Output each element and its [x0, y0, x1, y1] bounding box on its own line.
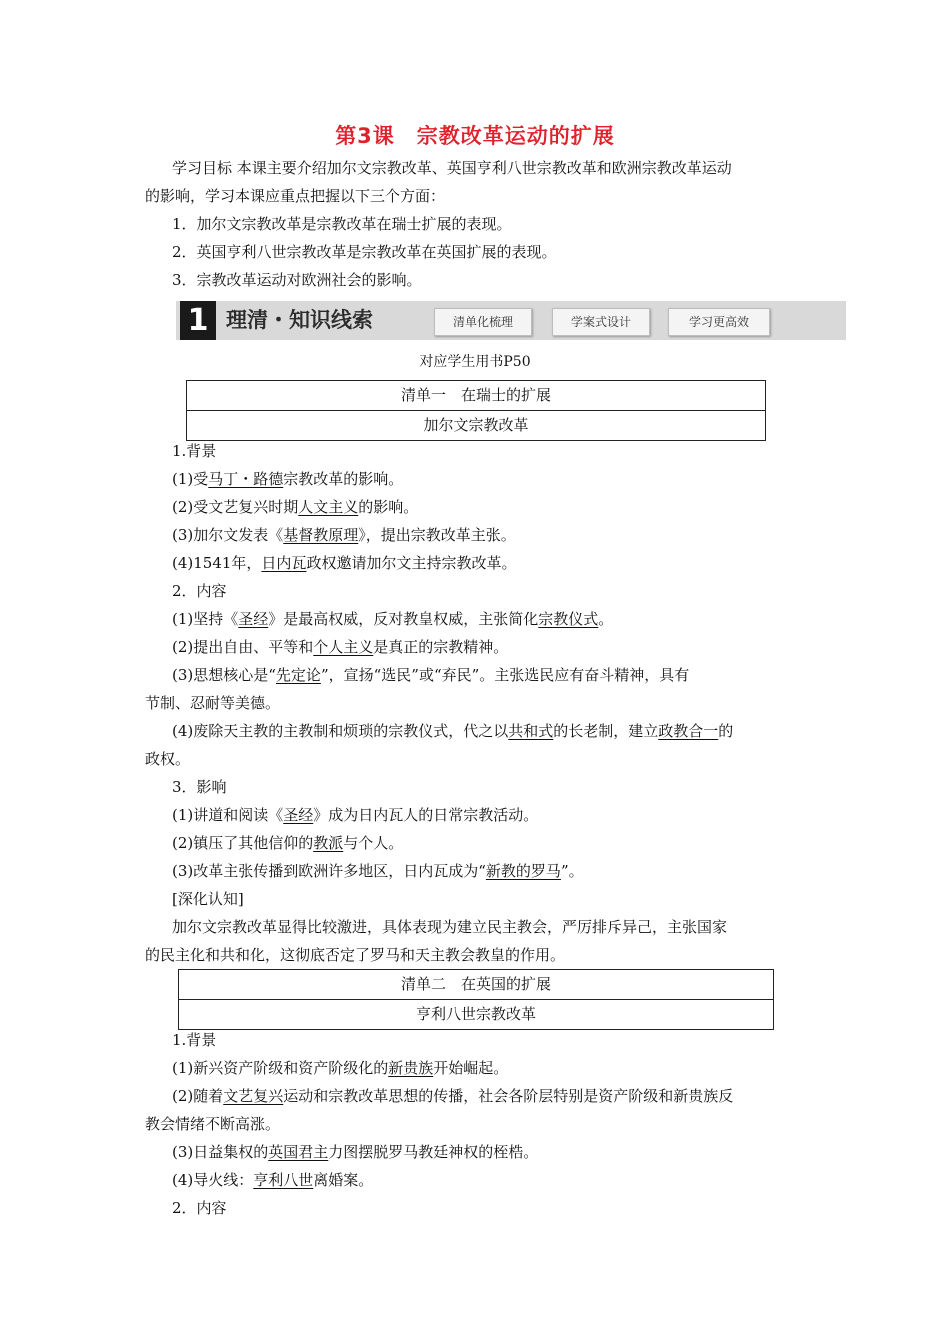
paragraph: 加尔文宗教改革显得比较激进，具体表现为建立民主教会，严厉排斥异己，主张国家 [172, 918, 728, 936]
paragraph: (2)随着文艺复兴运动和宗教改革思想的传播，社会各阶层特别是资产阶级和新贵族反 [172, 1087, 734, 1105]
intro-line-2: 的影响，学习本课应重点把握以下三个方面： [145, 187, 446, 205]
deepen-label: [深化认知] [172, 890, 244, 908]
paragraph: 的民主化和共和化，这彻底否定了罗马和天主教会教皇的作用。 [145, 946, 566, 964]
banner-title: 理清・知识线索 [226, 308, 373, 332]
section-box-1 [186, 380, 766, 441]
page-title: 第3课 宗教改革运动的扩展 [335, 124, 615, 148]
paragraph: 节制、忍耐等美德。 [145, 694, 281, 712]
box-subtitle: 加尔文宗教改革 [187, 410, 765, 440]
paragraph: (1)坚持《圣经》是最高权威，反对教皇权威，主张简化宗教仪式。 [172, 610, 614, 628]
box-title: 清单一 在瑞士的扩展 [400, 386, 551, 404]
intro-item: 2．英国亨利八世宗教改革是宗教改革在英国扩展的表现。 [172, 243, 557, 261]
paragraph: (2)提出自由、平等和个人主义是真正的宗教精神。 [172, 638, 509, 656]
paragraph: (1)新兴资产阶级和资产阶级化的新贵族开始崛起。 [172, 1059, 509, 1077]
intro-item: 1．加尔文宗教改革是宗教改革在瑞士扩展的表现。 [172, 215, 512, 233]
paragraph: (2)镇压了其他信仰的教派与个人。 [172, 834, 404, 852]
intro-item: 3．宗教改革运动对欧洲社会的影响。 [172, 271, 422, 289]
paragraph: (3)日益集权的英国君主力图摆脱罗马教廷神权的桎梏。 [172, 1143, 539, 1161]
paragraph: (4)废除天主教的主教制和烦琐的宗教仪式，代之以共和式的长老制，建立政教合一的 [172, 722, 734, 740]
heading: 3．影响 [172, 778, 227, 796]
banner-number: 1 [180, 301, 216, 340]
paragraph: 政权。 [145, 750, 191, 768]
paragraph: (3)改革主张传播到欧洲许多地区，日内瓦成为“新教的罗马”。 [172, 862, 584, 880]
heading: 2．内容 [172, 1199, 227, 1217]
paragraph: 教会情绪不断高涨。 [145, 1115, 281, 1133]
heading: 1.背景 [172, 1031, 217, 1049]
heading: 2．内容 [172, 582, 227, 600]
paragraph: (4)1541年，日内瓦政权邀请加尔文主持宗教改革。 [172, 554, 517, 572]
intro-line-1: 学习目标 本课主要介绍加尔文宗教改革、英国亨利八世宗教改革和欧洲宗教改革运动 [172, 159, 732, 177]
section-banner [176, 301, 846, 340]
box-title: 清单二 在英国的扩展 [400, 975, 551, 993]
banner-tab: 学习更高效 [668, 308, 770, 336]
banner-tab: 学案式设计 [552, 308, 650, 336]
paragraph: (3)思想核心是“先定论”，宣扬“选民”或“弃民”。主张选民应有奋斗精神，具有 [172, 666, 690, 684]
paragraph: (1)受马丁・路德宗教改革的影响。 [172, 470, 404, 488]
paragraph: (4)导火线：亨利八世离婚案。 [172, 1171, 374, 1189]
page-reference: 对应学生用书P50 [419, 354, 531, 370]
paragraph: (1)讲道和阅读《圣经》成为日内瓦人的日常宗教活动。 [172, 806, 539, 824]
section-box-2 [178, 969, 774, 1030]
box-subtitle: 亨利八世宗教改革 [179, 999, 773, 1029]
heading: 1.背景 [172, 442, 217, 460]
banner-tab: 清单化梳理 [434, 308, 532, 336]
paragraph: (3)加尔文发表《基督教原理》，提出宗教改革主张。 [172, 526, 516, 544]
paragraph: (2)受文艺复兴时期人文主义的影响。 [172, 498, 419, 516]
